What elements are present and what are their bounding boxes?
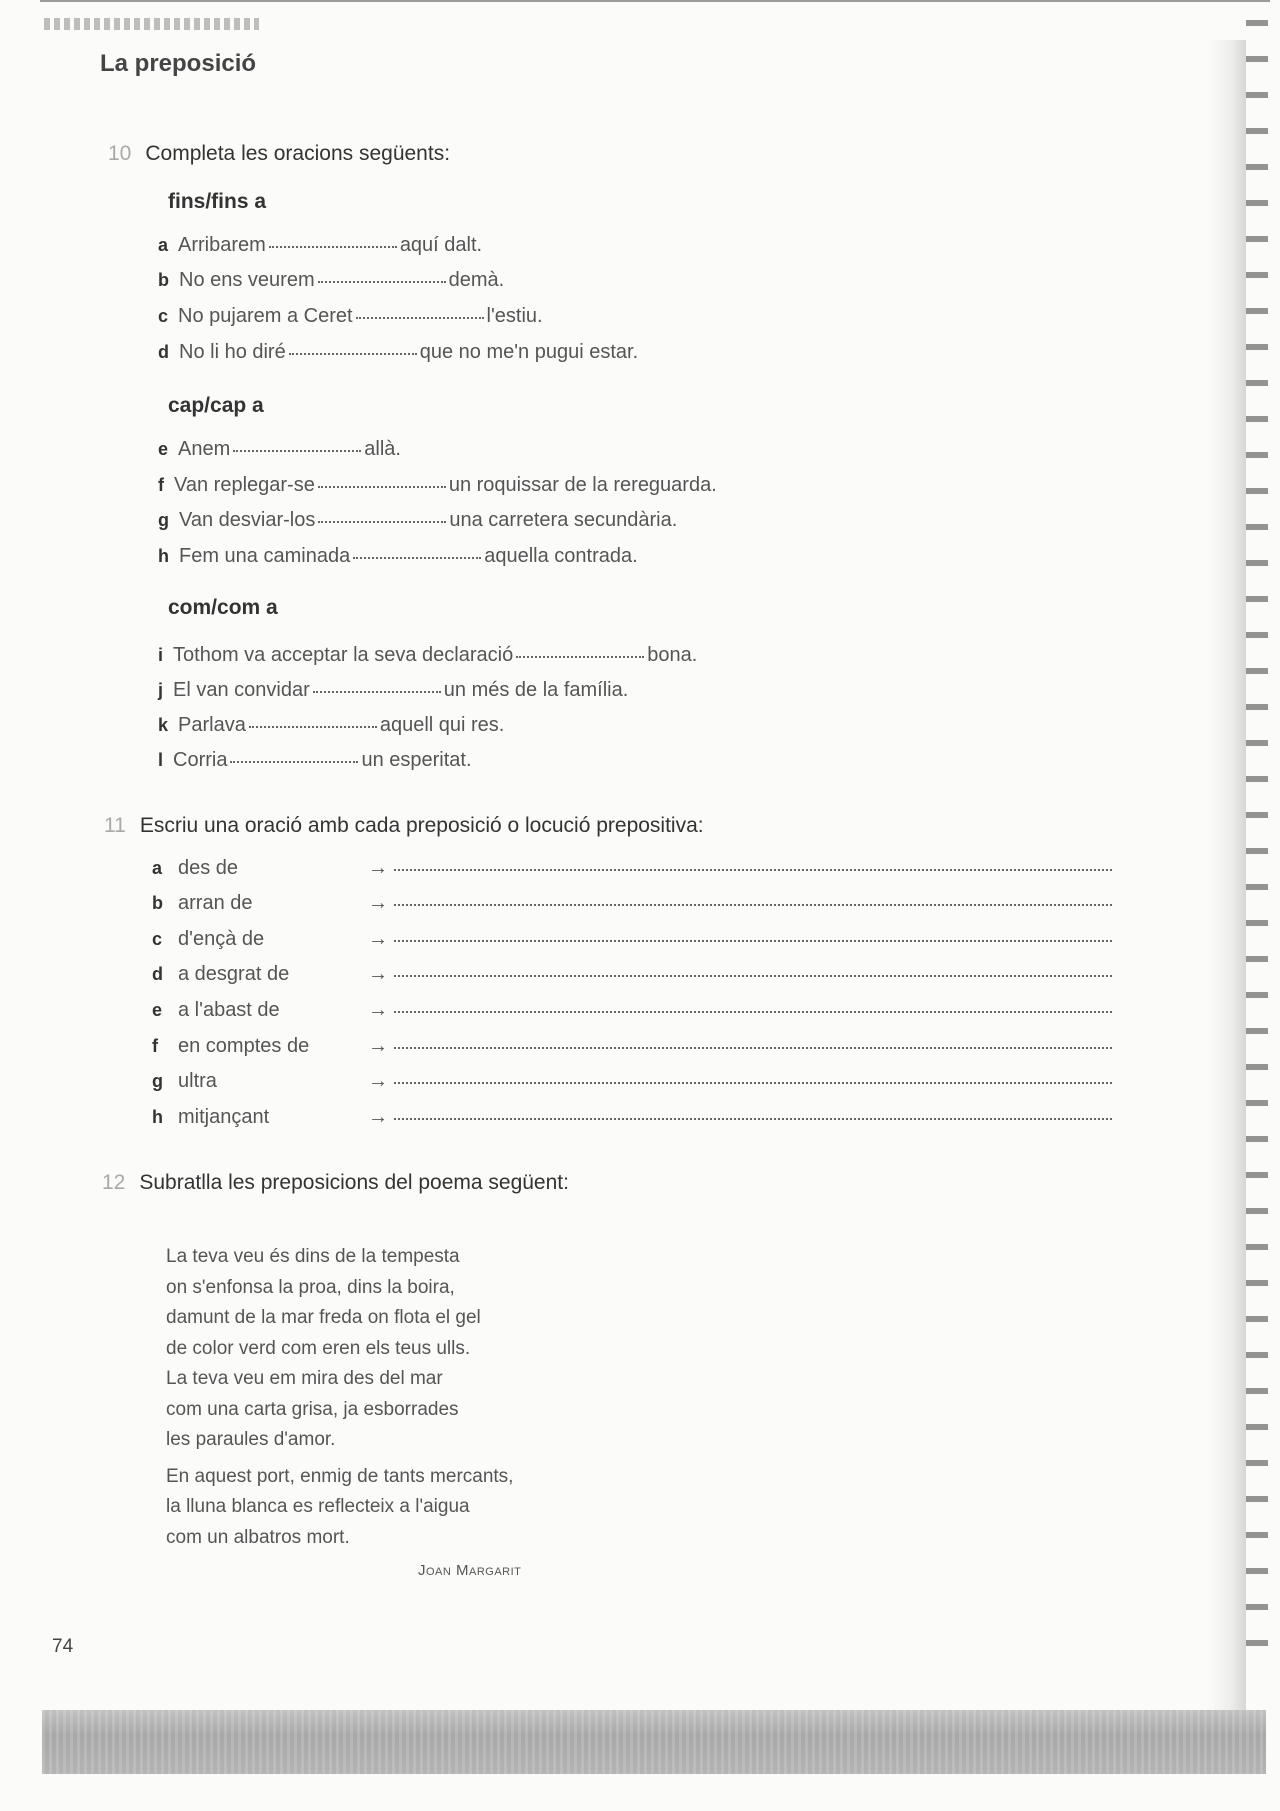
prep-label: a desgrat de [178,963,290,985]
poem-line: on s'enfonsa la proa, dins la boira, [166,1276,455,1298]
item-letter: b [158,270,169,290]
sentence-a [158,234,482,257]
blank-line[interactable] [313,690,441,693]
exercise-10-heading [108,142,450,166]
arrow-icon: → [368,928,388,950]
blank-line[interactable] [516,655,644,658]
prep-row-e [152,999,1112,1022]
exercise-12-heading [102,1171,569,1195]
poem-line: com un albatros mort. [166,1526,350,1548]
answer-line[interactable] [394,904,1112,906]
poem-line: de color verd com eren els teus ulls. [166,1337,471,1359]
exercise-instruction: Subratlla les preposicions del poema següent: [139,1171,569,1194]
item-letter: k [158,715,169,735]
prep-row-b [152,892,1112,915]
answer-line[interactable] [394,1011,1112,1013]
group-heading-cap: cap/cap a [168,394,264,417]
poem [166,1242,513,1559]
arrow-icon: → [368,1070,388,1092]
sentence-start: Tothom va acceptar la seva declaració [173,644,514,666]
sentence-end: allà. [364,438,401,460]
blank-line[interactable] [230,760,358,763]
sentence-h [158,545,638,568]
sentence-f [158,474,717,497]
item-letter: h [152,1107,163,1127]
group-heading-com: com/com a [168,596,278,619]
sentence-end: aquí dalt. [399,234,483,256]
sentence-i [158,644,697,667]
sentence-end: un roquissar de la rereguarda. [448,474,717,496]
sentence-end: un esperitat. [361,749,472,771]
item-letter: c [158,306,169,326]
arrow-icon: → [368,892,388,914]
sentence-start: Arribarem [178,234,266,256]
sentence-start: Van desviar-los [179,509,316,531]
sentence-end: una carretera secundària. [449,509,678,531]
sentence-start: Parlava [178,714,246,736]
sentence-end: que no me'n pugui estar. [419,341,639,363]
blank-line[interactable] [318,520,446,523]
item-letter: g [152,1071,163,1091]
prep-row-c [152,928,1112,951]
prep-label: arran de [178,892,253,914]
prep-label: des de [178,857,239,879]
exercise-number: 11 [104,814,126,837]
sentence-l [158,749,472,772]
answer-line[interactable] [394,869,1112,871]
prep-label: a l'abast de [178,999,280,1021]
prep-label: d'ençà de [178,928,265,950]
sentence-e [158,438,401,461]
arrow-icon: → [368,1035,388,1057]
sentence-d [158,341,638,364]
item-letter: d [158,342,169,362]
exercise-instruction: Completa les oracions següents: [145,142,451,165]
item-letter: g [158,510,169,530]
sentence-end: l'estiu. [486,305,543,327]
sentence-end: un més de la família. [443,679,629,701]
blank-line[interactable] [249,725,377,728]
sentence-b [158,269,504,292]
blank-line[interactable] [318,280,446,283]
answer-line[interactable] [394,1082,1112,1084]
top-rule [40,0,1270,2]
answer-line[interactable] [394,940,1112,942]
item-letter: i [158,645,164,665]
item-letter: e [152,1000,163,1020]
poem-stanza-1 [166,1242,513,1456]
sentence-end: demà. [448,269,505,291]
blank-line[interactable] [269,245,397,248]
prep-row-h [152,1106,1112,1129]
sentence-start: No li ho diré [179,341,286,363]
item-letter: a [158,235,169,255]
arrow-icon: → [368,963,388,985]
item-letter: d [152,964,163,984]
sentence-start: Anem [178,438,231,460]
sentence-j [158,679,628,702]
item-letter: l [158,750,164,770]
poem-line: La teva veu em mira des del mar [166,1368,443,1389]
sentence-end: aquella contrada. [484,545,638,567]
blank-line[interactable] [318,485,446,488]
prep-row-a [152,857,1112,880]
sentence-start: Fem una caminada [179,545,351,567]
section-title: La preposició [100,50,257,77]
prep-row-d [152,963,1112,986]
prep-label: ultra [178,1070,217,1092]
sentence-start: No ens veurem [179,269,315,291]
bottom-footer-band [42,1710,1266,1774]
blank-line[interactable] [353,556,481,559]
sentence-start: Corria [173,749,228,771]
poem-line: la lluna blanca es reflecteix a l'aigua [166,1496,470,1517]
sentence-start: No pujarem a Ceret [178,305,353,327]
sentence-start: Van replegar-se [174,474,315,496]
answer-line[interactable] [394,1047,1112,1049]
prep-row-f [152,1035,1112,1058]
prep-row-g [152,1070,1112,1093]
page-number: 74 [52,1636,74,1657]
sentence-start: El van convidar [173,679,310,701]
scan-shadow [1208,40,1246,1710]
answer-line[interactable] [394,1118,1112,1120]
blank-line[interactable] [289,352,417,355]
poem-line: La teva veu és dins de la tempesta [166,1246,460,1267]
prep-label: mitjançant [178,1106,270,1128]
running-header-smudge [44,18,259,30]
item-letter: b [152,893,163,913]
poem-line: En aquest port, enmig de tants mercants, [166,1465,514,1487]
poem-stanza-2 [166,1462,513,1554]
item-letter: j [158,680,164,700]
item-letter: a [152,858,163,878]
blank-line[interactable] [233,449,361,452]
poem-line: damunt de la mar freda on flota el gel [166,1307,481,1328]
arrow-icon: → [368,857,388,879]
arrow-icon: → [368,999,388,1021]
exercise-number: 10 [108,142,132,165]
item-letter: e [158,439,169,459]
sentence-g [158,509,677,532]
exercise-instruction: Escriu una oració amb cada preposició o locució prepositiva: [139,814,704,837]
exercise-11-heading [104,814,704,838]
sentence-k [158,714,504,737]
item-letter: f [152,1036,158,1056]
answer-line[interactable] [394,975,1112,977]
sentence-c [158,305,543,328]
item-letter: h [158,546,169,566]
sentence-end: aquell qui res. [379,714,505,736]
poem-line: com una carta grisa, ja esborrades [166,1398,459,1420]
item-letter: f [158,475,164,495]
exercise-number: 12 [102,1171,126,1194]
blank-line[interactable] [356,316,484,319]
group-heading-fins: fins/fins a [168,190,267,213]
item-letter: c [152,929,163,949]
arrow-icon: → [368,1106,388,1128]
prep-label: en comptes de [178,1035,310,1057]
poem-line: les paraules d'amor. [166,1429,336,1450]
poem-author: Joan Margarit [418,1562,522,1579]
sentence-end: bona. [647,644,698,666]
binding-spiral [1246,20,1268,1660]
